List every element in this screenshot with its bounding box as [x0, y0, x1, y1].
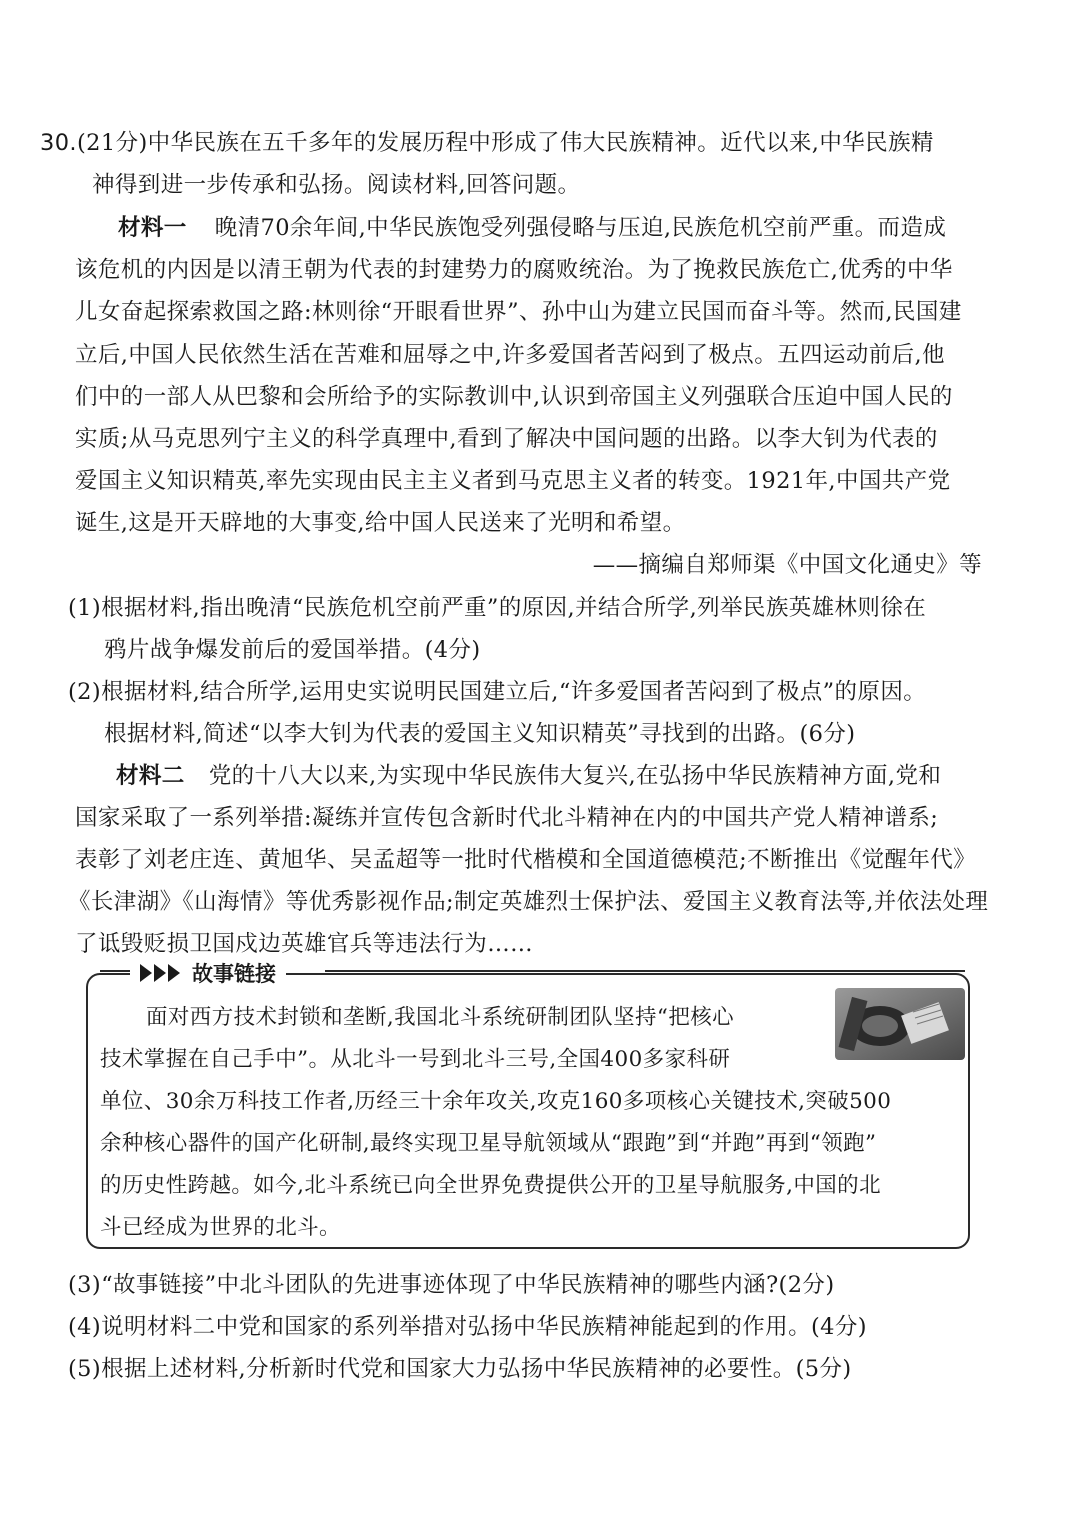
satellite-photo-image [835, 988, 965, 1060]
story-line: 斗已经成为世界的北斗。 [100, 1215, 341, 1240]
subquestion-1-cont: 鸦片战争爆发前后的爱国举措。(4分) [104, 637, 481, 663]
subquestion-4: (4)说明材料二中党和国家的系列举措对弘扬中华民族精神能起到的作用。(4分) [68, 1314, 867, 1340]
material2-line: 了诋毁贬损卫国戍边英雄官兵等违法行为…… [75, 931, 534, 957]
material1-line: 们中的一部人从巴黎和会所给予的实际教训中,认识到帝国主义列强联合压迫中国人民的 [75, 384, 953, 410]
material1-line: 立后,中国人民依然生活在苦难和屈辱之中,许多爱国者苦闷到了极点。五四运动前后,他 [75, 342, 945, 368]
material1-label: 材料一 [118, 215, 187, 241]
material1-line: 该危机的内因是以清王朝为代表的封建势力的腐败统治。为了挽救民族危亡,优秀的中华 [75, 257, 953, 283]
subquestion-5: (5)根据上述材料,分析新时代党和国家大力弘扬中华民族精神的必要性。(5分) [68, 1356, 852, 1382]
material1-line: 晚清70余年间,中华民族饱受列强侵略与压迫,民族危机空前严重。而造成 [214, 215, 947, 241]
story-divider-left [100, 970, 130, 972]
question-text-1: (21分)中华民族在五千多年的发展历程中形成了伟大民族精神。近代以来,中华民族精 [76, 130, 934, 156]
question-line-2: 神得到进一步传承和弘扬。阅读材料,回答问题。 [92, 172, 581, 198]
chevron-arrows-icon [140, 964, 182, 982]
story-header [130, 957, 286, 989]
material2-first-line [116, 761, 941, 791]
story-divider [325, 970, 965, 972]
story-line: 的历史性跨越。如今,北斗系统已向全世界免费提供公开的卫星导航服务,中国的北 [100, 1173, 881, 1198]
satellite-photo [835, 988, 965, 1060]
material1-line: 实质;从马克思列宁主义的科学真理中,看到了解决中国问题的出路。以李大钊为代表的 [75, 426, 938, 452]
story-line: 单位、30余万科技工作者,历经三十余年攻关,攻克160多项核心关键技术,突破500 [100, 1089, 892, 1114]
material2-line: 国家采取了一系列举措:凝练并宣传包含新时代北斗精神在内的中国共产党人精神谱系; [75, 805, 939, 831]
material1-line: 儿女奋起探索救国之路:林则徐“开眼看世界”、孙中山为建立民国而奋斗等。然而,民国建 [75, 299, 962, 325]
material1-first-line [118, 213, 946, 243]
material1-line: 爱国主义知识精英,率先实现由民主主义者到马克思主义者的转变。1921年,中国共产党 [75, 468, 951, 494]
story-line: 技术掌握在自己手中”。从北斗一号到北斗三号,全国400多家科研 [100, 1047, 731, 1072]
subquestion-3: (3)“故事链接”中北斗团队的先进事迹体现了中华民族精神的哪些内涵?(2分) [68, 1272, 835, 1298]
question-line-1 [40, 128, 934, 158]
subquestion-1: (1)根据材料,指出晚清“民族危机空前严重”的原因,并结合所学,列举民族英雄林则徐在 [68, 595, 927, 621]
story-line: 面对西方技术封锁和垄断,我国北斗系统研制团队坚持“把核心 [146, 1005, 735, 1030]
material1-line: 诞生,这是开天辟地的大事变,给中国人民送来了光明和希望。 [75, 510, 686, 536]
story-title: 故事链接 [192, 962, 276, 986]
question-number: 30. [40, 130, 77, 156]
material1-source: ——摘编自郑师渠《中国文化通史》等 [592, 552, 982, 578]
material2-label: 材料二 [116, 763, 185, 789]
material2-line: 表彰了刘老庄连、黄旭华、吴孟超等一批时代楷模和全国道德模范;不断推出《觉醒年代》 [75, 847, 977, 873]
subquestion-2-cont: 根据材料,简述“以李大钊为代表的爱国主义知识精英”寻找到的出路。(6分) [104, 721, 856, 747]
subquestion-2: (2)根据材料,结合所学,运用史实说明民国建立后,“许多爱国者苦闷到了极点”的原因。 [68, 679, 927, 705]
material2-line: 党的十八大以来,为实现中华民族伟大复兴,在弘扬中华民族精神方面,党和 [208, 763, 942, 789]
material2-line: 《长津湖》《山海情》等优秀影视作品;制定英雄烈士保护法、爱国主义教育法等,并依法处理 [68, 889, 989, 915]
story-line: 余种核心器件的国产化研制,最终实现卫星导航领域从“跟跑”到“并跑”再到“领跑” [100, 1131, 877, 1156]
